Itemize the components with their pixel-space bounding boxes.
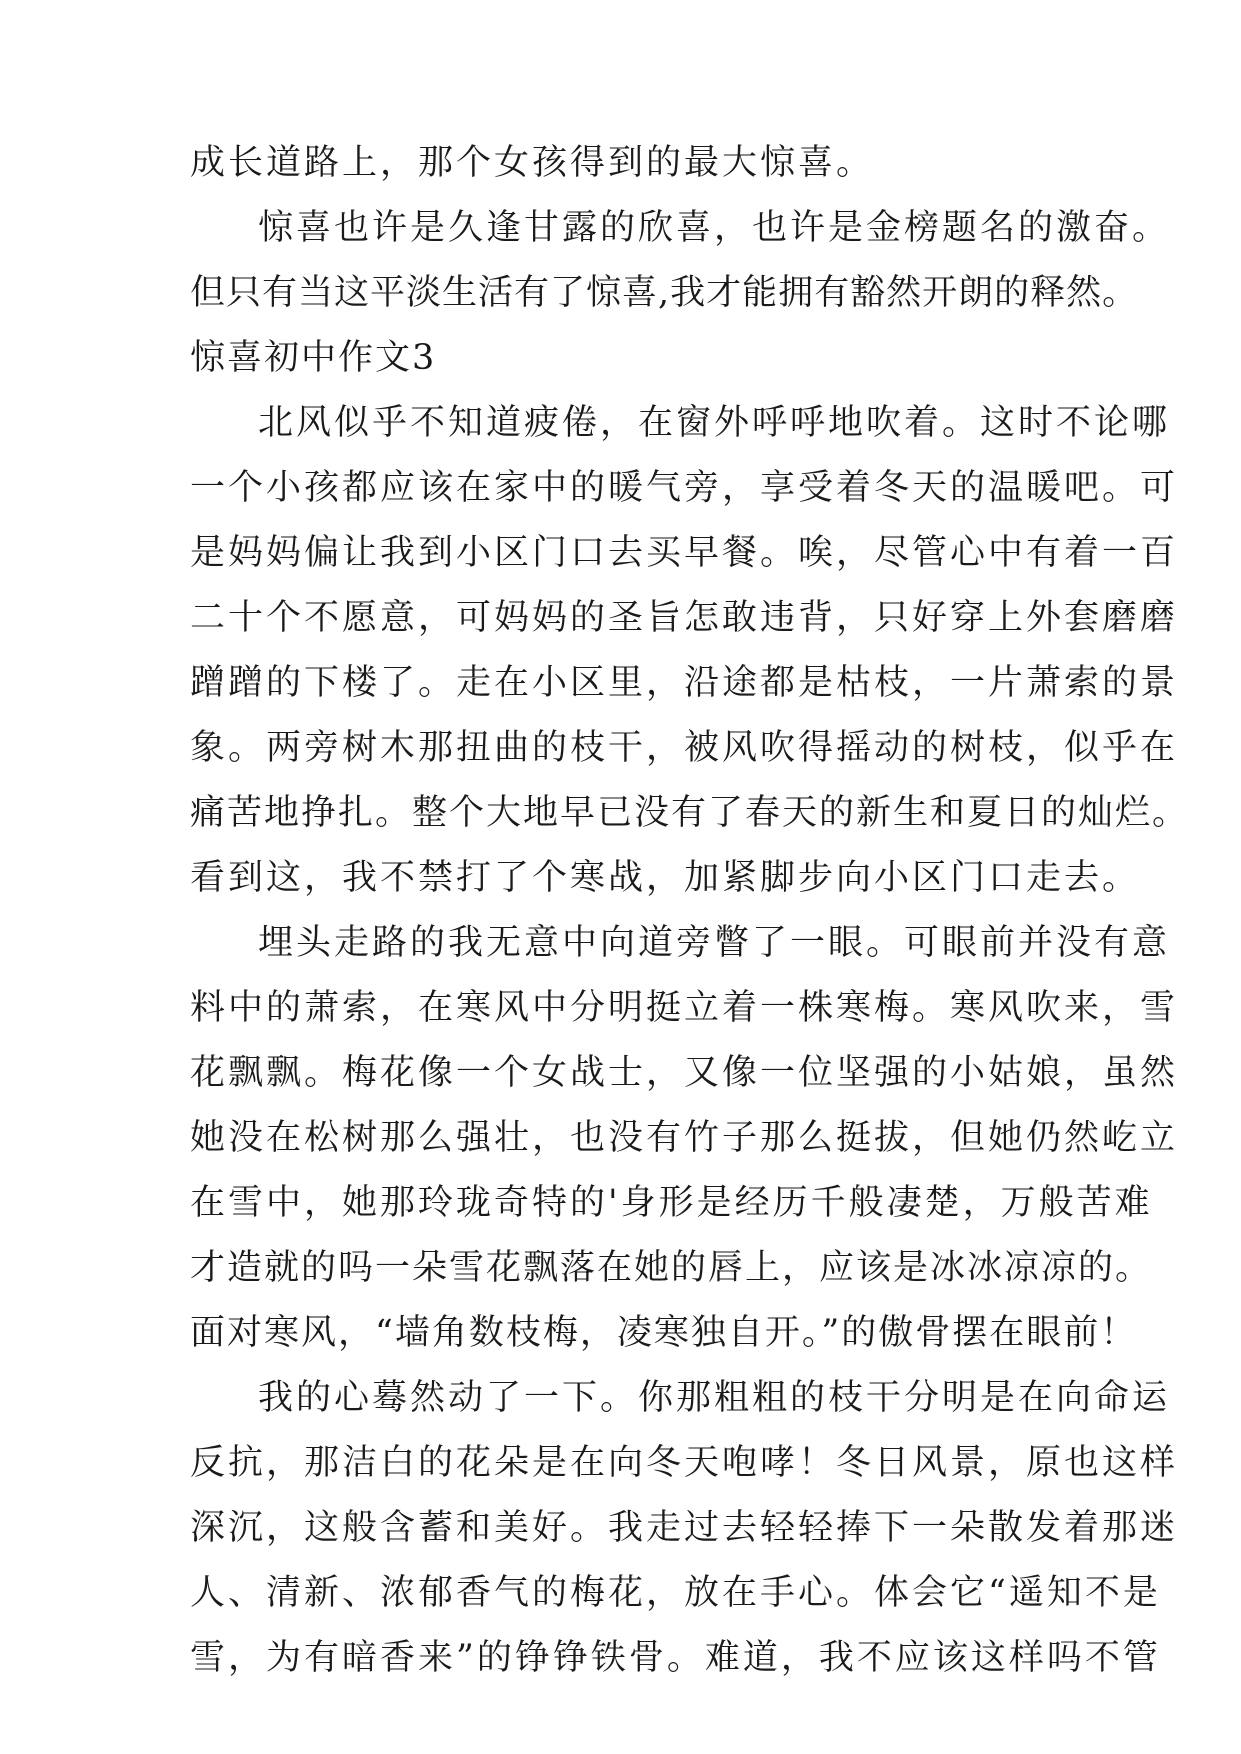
text-line: 是妈妈偏让我到小区门口去买早餐。唉，尽管心中有着一百 bbox=[190, 533, 1179, 573]
text-line: 她没在松树那么强壮，也没有竹子那么挺拔，但她仍然屹立 bbox=[190, 1118, 1179, 1158]
text-line: 在雪中，她那玲珑奇特的'身形是经历千般凄楚，万般苦难 bbox=[190, 1183, 1153, 1223]
paragraph-start-line: 北风似乎不知道疲倦，在窗外呼呼地吹着。这时不论哪 bbox=[258, 403, 1171, 443]
text-line: 痛苦地挣扎。整个大地早已没有了春天的新生和夏日的灿烂。 bbox=[190, 793, 1190, 833]
text-line: 但只有当这平淡生活有了惊喜,我才能拥有豁然开朗的释然。 bbox=[190, 273, 1139, 313]
text-line: 成长道路上，那个女孩得到的最大惊喜。 bbox=[190, 143, 875, 183]
text-line: 雪，为有暗香来”的铮铮铁骨。难道，我不应该这样吗不管 bbox=[190, 1638, 1161, 1678]
text-line: 象。两旁树木那扭曲的枝干，被风吹得摇动的树枝，似乎在 bbox=[190, 728, 1179, 768]
text-line: 蹭蹭的下楼了。走在小区里，沿途都是枯枝，一片萧索的景 bbox=[190, 663, 1179, 703]
text-line: 才造就的吗一朵雪花飘落在她的唇上，应该是冰冰凉凉的。 bbox=[190, 1248, 1153, 1288]
text-line: 一个小孩都应该在家中的暖气旁，享受着冬天的温暖吧。可 bbox=[190, 468, 1179, 508]
text-line: 深沉，这般含蓄和美好。我走过去轻轻捧下一朵散发着那迷 bbox=[190, 1508, 1179, 1548]
paragraph-start-line: 我的心蓦然动了一下。你那粗粗的枝干分明是在向命运 bbox=[258, 1378, 1171, 1418]
text-line: 看到这，我不禁打了个寒战，加紧脚步向小区门口走去。 bbox=[190, 858, 1141, 898]
section-heading: 惊喜初中作文3 bbox=[190, 338, 437, 378]
text-line: 二十个不愿意，可妈妈的圣旨怎敢违背，只好穿上外套磨磨 bbox=[190, 598, 1179, 638]
text-line: 面对寒风，“墙角数枝梅，凌寒独自开。”的傲骨摆在眼前！ bbox=[190, 1313, 1138, 1353]
text-line: 花飘飘。梅花像一个女战士，又像一位坚强的小姑娘，虽然 bbox=[190, 1053, 1179, 1093]
text-line: 料中的萧索，在寒风中分明挺立着一株寒梅。寒风吹来，雪 bbox=[190, 988, 1179, 1028]
text-line: 人、清新、浓郁香气的梅花，放在手心。体会它“遥知不是 bbox=[190, 1573, 1161, 1613]
text-line: 反抗，那洁白的花朵是在向冬天咆哮！冬日风景，原也这样 bbox=[190, 1443, 1179, 1483]
paragraph-start-line: 埋头走路的我无意中向道旁瞥了一眼。可眼前并没有意 bbox=[258, 923, 1171, 963]
paragraph-start-line: 惊喜也许是久逢甘露的欣喜，也许是金榜题名的激奋。 bbox=[258, 208, 1171, 248]
